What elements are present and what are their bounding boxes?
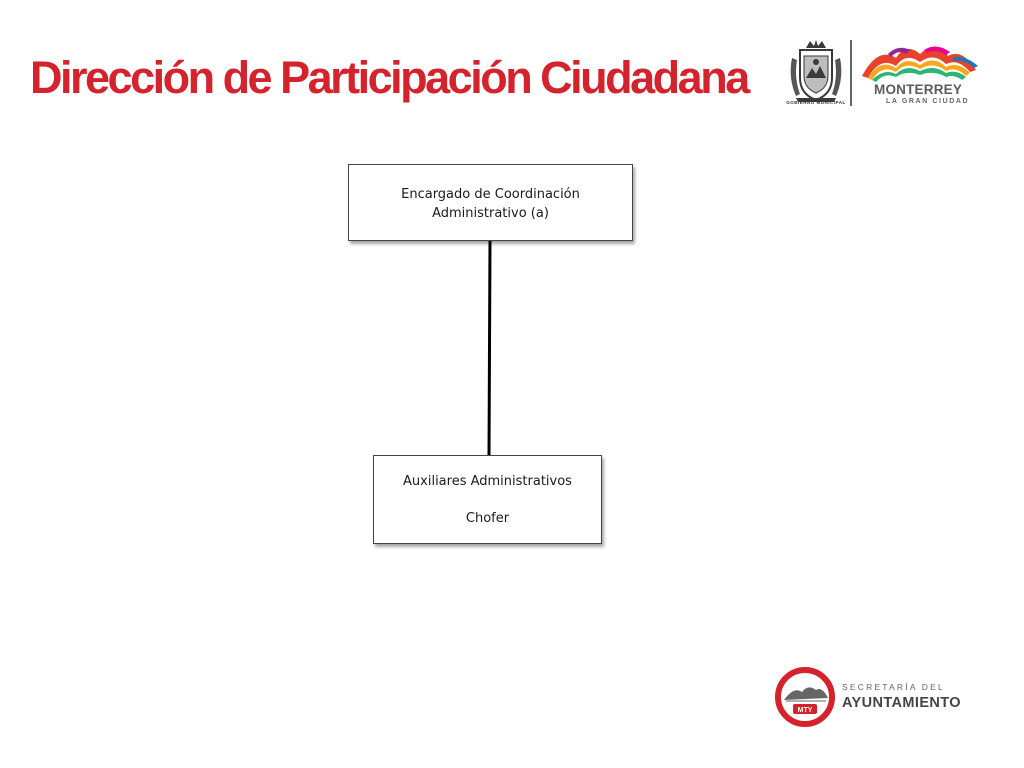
footer-logo bbox=[774, 666, 994, 730]
header-logos bbox=[780, 36, 990, 112]
logo-divider bbox=[850, 40, 852, 106]
footer-secretaria-label: SECRETARÍA DEL bbox=[842, 682, 945, 692]
org-box-assistants-line1: Auxiliares Administrativos bbox=[403, 474, 572, 489]
org-box-assistants-line2: Chofer bbox=[465, 511, 510, 526]
org-box-coordinator-line1: Encargado de Coordinación bbox=[401, 187, 580, 202]
org-box-assistants bbox=[373, 455, 602, 544]
org-box-coordinator-line2: Administrativo (a) bbox=[432, 206, 549, 221]
seal-caption: GOBIERNO MUNICIPAL bbox=[786, 100, 846, 105]
page-title: Dirección de Participación Ciudadana bbox=[30, 52, 748, 103]
org-box-coordinator bbox=[348, 164, 633, 241]
city-name: MONTERREY bbox=[874, 82, 963, 97]
badge-text: MTY bbox=[797, 707, 813, 714]
city-tagline: LA GRAN CIUDAD bbox=[886, 98, 970, 105]
secretaria-badge-icon bbox=[774, 666, 836, 728]
footer-ayuntamiento-label: AYUNTAMIENTO bbox=[842, 695, 961, 711]
